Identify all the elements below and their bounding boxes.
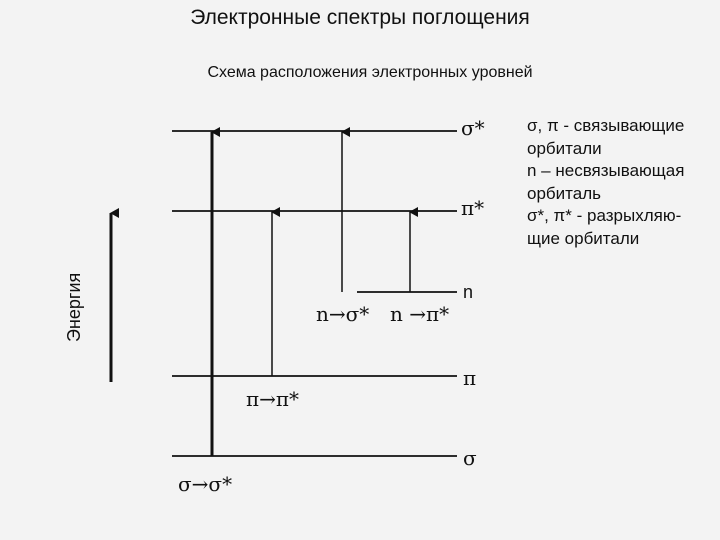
transition-label-pi-pi-star: π→π* [246, 387, 300, 411]
transition-label-sigma-sigma-star: σ→σ* [178, 472, 233, 496]
legend-line: орбиталь [527, 183, 601, 203]
legend-line: щие орбитали [527, 228, 640, 248]
level-label-sigma: σ [463, 446, 477, 470]
page-title: Электронные спектры поглощения [190, 6, 530, 29]
legend-line: σ*, π* - разрыхляю- [527, 206, 682, 225]
level-label-n: n [463, 282, 474, 302]
orbital-legend [527, 115, 684, 250]
level-label-pi: π [463, 366, 477, 390]
legend-line: орбитали [527, 138, 602, 158]
legend-line: n – несвязывающая [527, 161, 685, 180]
diagram-subtitle: Схема расположения электронных уровней [207, 64, 533, 81]
transition-label-n-sigma-star: n→σ* [316, 302, 370, 326]
legend-line: σ, π - связывающие [527, 116, 685, 135]
energy-axis-label: Энергия [64, 272, 84, 342]
transition-label-n-pi-star: n →π* [390, 302, 450, 326]
level-label-sigma-star: σ* [461, 116, 485, 140]
level-label-pi-star: π* [461, 196, 485, 220]
